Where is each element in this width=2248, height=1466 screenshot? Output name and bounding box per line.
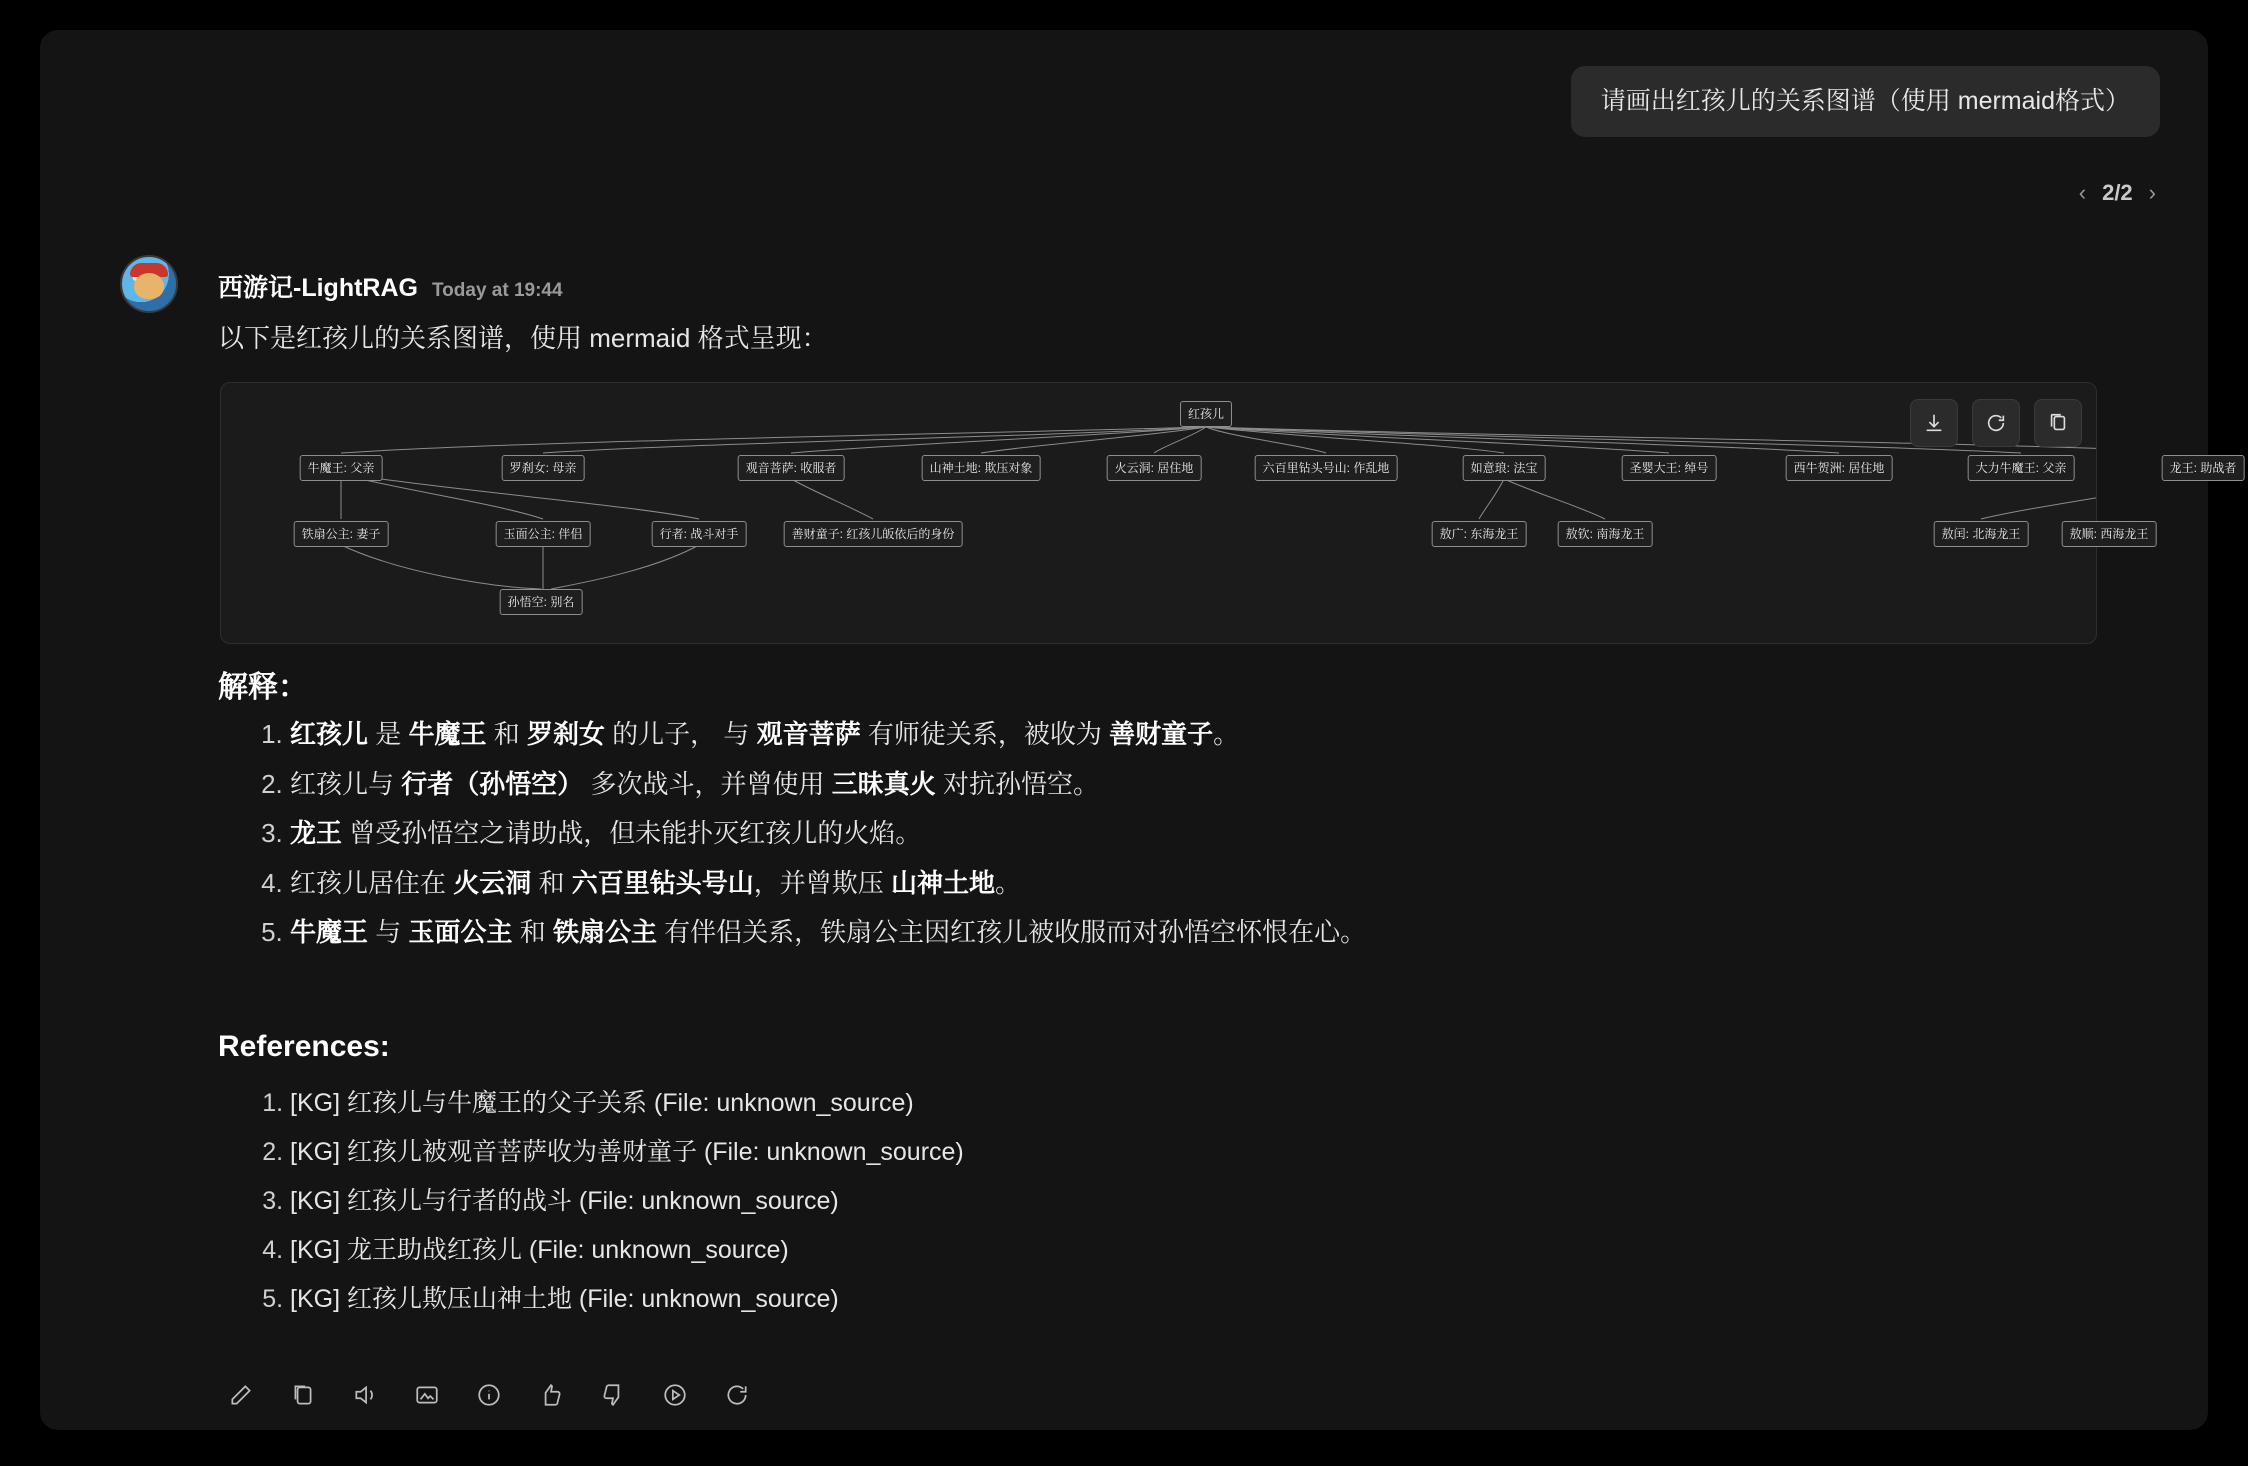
user-message-row (1571, 66, 2160, 137)
message-header (218, 268, 563, 304)
graph-node-huoyundong[interactable]: 火云洞: 居住地 (1107, 455, 1202, 481)
explanation-list (230, 718, 1366, 966)
graph-node-dali-niumowang[interactable]: 大力牛魔王: 父亲 (1968, 455, 2075, 481)
graph-node-root[interactable]: 红孩儿 (1180, 401, 1232, 427)
message-intro-text: 以下是红孩儿的关系图谱，使用 mermaid 格式呈现： (218, 323, 828, 353)
play-icon[interactable] (662, 1382, 688, 1408)
avatar (120, 255, 178, 313)
chat-window (40, 30, 2237, 1430)
message-timestamp: Today at 19:44 (431, 280, 563, 301)
graph-node-xiniuhezhou[interactable]: 西牛贺洲: 居住地 (1786, 455, 1893, 481)
graph-node-guanyin[interactable]: 观音菩萨: 收服者 (738, 455, 845, 481)
list-item: 4. [KG] 龙王助战红孩儿 (File: unknown_source) (290, 1235, 964, 1265)
relationship-graph (221, 383, 2237, 643)
list-item: 1. [KG] 红孩儿与牛魔王的父子关系 (File: unknown_source) (290, 1088, 964, 1118)
graph-node-ruyilang[interactable]: 如意琅: 法宝 (1463, 455, 1546, 481)
thumbs-down-icon[interactable] (600, 1382, 626, 1408)
mermaid-diagram-card (220, 382, 2237, 644)
diagram-toolbar (1910, 399, 2082, 447)
graph-node-shanshen-tudi[interactable]: 山神土地: 欺压对象 (922, 455, 1041, 481)
thumbs-up-icon[interactable] (538, 1382, 564, 1408)
graph-node-luochanv-mother[interactable]: 罗刹女: 母亲 (502, 455, 585, 481)
edit-icon[interactable] (228, 1382, 254, 1408)
explanation-title: 解释： (218, 671, 308, 704)
graph-node-zuantoushan[interactable]: 六百里钻头号山: 作乱地 (1255, 455, 1398, 481)
graph-node-niumowang-father[interactable]: 牛魔王: 父亲 (300, 455, 383, 481)
list-item: 3. 龙王 曾受孙悟空之请助战，但未能扑灭红孩儿的火焰。 (290, 817, 1366, 850)
avatar-face (134, 273, 164, 299)
list-item: 2. [KG] 红孩儿被观音菩萨收为善财童子 (File: unknown_source) (290, 1137, 964, 1167)
list-item: 5. 牛魔王 与 玉面公主 和 铁扇公主 有伴侣关系，铁扇公主因红孩儿被收服而对孙悟空怀恨在心。 (290, 916, 1366, 949)
download-icon[interactable] (1910, 399, 1958, 447)
list-item: 2. 红孩儿与 行者（孙悟空） 多次战斗，并曾使用 三昧真火 对抗孙悟空。 (290, 768, 1366, 801)
list-item: 5. [KG] 红孩儿欺压山神土地 (File: unknown_source) (290, 1284, 964, 1314)
copy-icon[interactable] (290, 1382, 316, 1408)
regenerate-icon[interactable] (724, 1382, 750, 1408)
pager-next-icon[interactable]: › (2148, 180, 2156, 205)
list-item: 4. 红孩儿居住在 火云洞 和 六百里钻头号山，并曾欺压 山神土地。 (290, 867, 1366, 900)
message-action-bar (228, 1382, 750, 1408)
references-list (230, 1088, 964, 1333)
references-title: References: (218, 1030, 390, 1063)
graph-node-aorun[interactable]: 敖闰: 北海龙王 (1934, 521, 2029, 547)
refresh-icon[interactable] (1972, 399, 2020, 447)
graph-node-xingzhe[interactable]: 行者: 战斗对手 (652, 521, 747, 547)
graph-node-aoshun[interactable]: 敖顺: 西海龙王 (2062, 521, 2157, 547)
graph-node-shancaitongzi[interactable]: 善财童子: 红孩儿皈依后的身份 (784, 521, 963, 547)
graph-node-yumian-gongzhu[interactable]: 玉面公主: 伴侣 (496, 521, 591, 547)
pager-prev-icon[interactable]: ‹ (2078, 180, 2087, 205)
graph-node-sunwukong[interactable]: 孙悟空: 别名 (500, 589, 583, 615)
copy-icon[interactable] (2034, 399, 2082, 447)
graph-node-aoguang[interactable]: 敖广: 东海龙王 (1432, 521, 1527, 547)
graph-node-tieshan-gongzhu[interactable]: 铁扇公主: 妻子 (294, 521, 389, 547)
info-icon[interactable] (476, 1382, 502, 1408)
assistant-name: 西游记-LightRAG (218, 274, 418, 302)
graph-node-aoqin[interactable]: 敖钦: 南海龙王 (1558, 521, 1653, 547)
message-pager (2079, 180, 2156, 206)
list-item: 1. 红孩儿 是 牛魔王 和 罗刹女 的儿子， 与 观音菩萨 有师徒关系，被收为 善财童子。 (290, 718, 1366, 751)
graph-node-shengyingdawang[interactable]: 圣婴大王: 绰号 (1622, 455, 1717, 481)
pager-label: 2/2 (2102, 180, 2133, 205)
speaker-icon[interactable] (352, 1382, 378, 1408)
image-icon[interactable] (414, 1382, 440, 1408)
user-message-bubble: 请画出红孩儿的关系图谱（使用 mermaid格式） (1571, 66, 2160, 137)
graph-node-longwang[interactable]: 龙王: 助战者 (2162, 455, 2245, 481)
list-item: 3. [KG] 红孩儿与行者的战斗 (File: unknown_source) (290, 1186, 964, 1216)
